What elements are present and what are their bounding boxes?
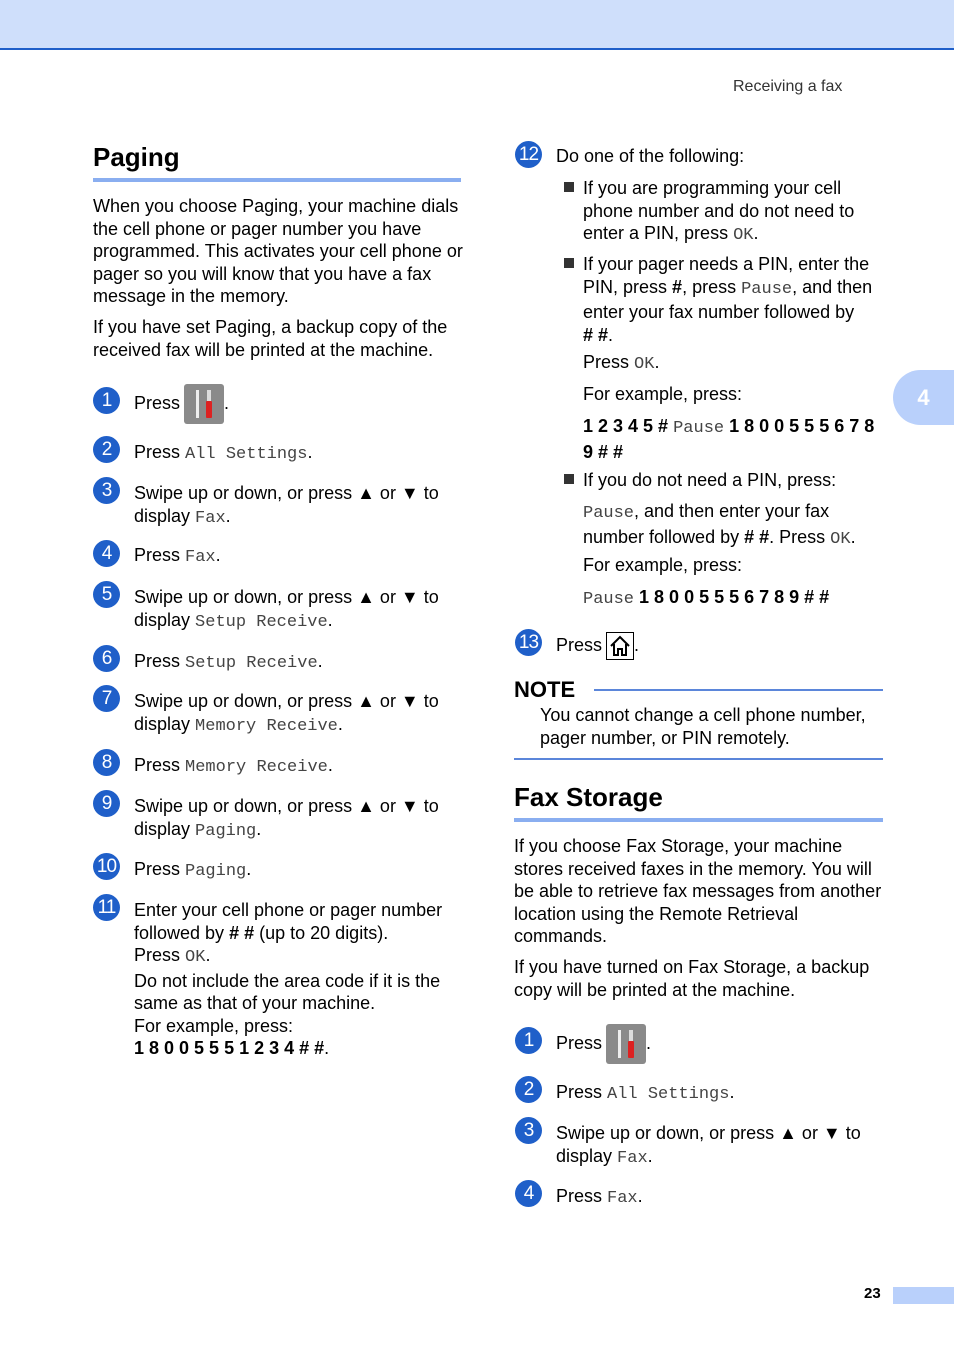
step-label: number followed by: [583, 526, 740, 547]
step-number: 2: [93, 436, 120, 463]
step-text: Press OK.: [583, 352, 660, 374]
lcd-button-label[interactable]: Fax: [607, 1189, 638, 1208]
fax-storage-heading-rule: [514, 818, 883, 822]
step-number: 10: [93, 853, 120, 880]
step-label: Press: [134, 945, 181, 965]
example-number: 1 8 0 0 5 5 5 6 7 8 9 # #: [639, 587, 830, 607]
step-label: Swipe up or down, or press ▲ or ▼ to: [556, 1123, 861, 1143]
step-label: Swipe up or down, or press ▲ or ▼ to: [134, 483, 439, 503]
step-label: Press: [134, 859, 181, 879]
step-label: followed by: [134, 922, 225, 943]
step-number: 4: [515, 1180, 542, 1207]
step-label: display: [134, 609, 191, 630]
step-label: , and then enter your fax: [634, 501, 830, 521]
step-label: Enter your cell phone or pager number: [134, 900, 443, 920]
hash-key: #: [672, 276, 683, 297]
step-label: Press: [134, 651, 181, 671]
step-text: For example, press:: [583, 384, 743, 404]
step-label: enter a PIN, press: [583, 223, 729, 243]
step-text: Do one of the following:: [556, 146, 745, 166]
home-icon[interactable]: [606, 632, 634, 660]
step-text: Swipe up or down, or press ▲ or ▼ to display Fax.: [134, 483, 439, 528]
step-number: 1: [93, 387, 120, 414]
step-text: For example, press:: [583, 555, 743, 575]
bullet-square: [564, 182, 574, 192]
lcd-button-label[interactable]: Fax: [185, 548, 216, 567]
bullet-square: [564, 258, 574, 268]
note-label: NOTE: [514, 677, 576, 702]
step-label: display: [134, 505, 191, 526]
step-number: 11: [93, 894, 120, 921]
step-text: Press Memory Receive.: [134, 755, 333, 777]
step-label: pager number, or PIN remotely.: [540, 727, 790, 748]
step-number: 7: [93, 685, 120, 712]
note-bottom-rule: [514, 758, 883, 760]
step-label: Press: [556, 1082, 603, 1102]
step-number: 9: [93, 790, 120, 817]
step-text: Press Setup Receive.: [134, 651, 323, 673]
lcd-button-label[interactable]: Setup Receive: [195, 612, 328, 632]
step-label: . Press: [769, 526, 826, 547]
step-label: Swipe up or down, or press ▲ or ▼ to: [134, 587, 439, 607]
step-text: Enter your cell phone or pager number followed by # # (up to 20 digits). Press OK. Do not include the area code if it is the same as that of your machine. For example, press: 1 8 0 0 5 5 5 1 2 3 4 # #.: [134, 900, 443, 1058]
bullet-text: If your pager needs a PIN, enter the PIN, press #, press Pause, and then enter your fax number followed by # #.: [583, 254, 873, 345]
step-label: For example, press:: [134, 1015, 294, 1036]
step-label: same as that of your machine.: [134, 993, 376, 1013]
lcd-button-label[interactable]: Pause: [583, 504, 635, 523]
step-number: 3: [515, 1117, 542, 1144]
example-sequence: [583, 415, 893, 463]
note-top-rule: [594, 689, 883, 691]
lcd-button-label[interactable]: OK: [185, 948, 206, 967]
step-label: Press: [134, 442, 181, 462]
paging-backup-note: If you have set Paging, a backup copy of the received fax will be printed at the machine.: [93, 317, 448, 360]
lcd-button-label[interactable]: Paging: [195, 821, 257, 841]
step-label: Press: [556, 634, 603, 655]
step-label: Press: [134, 545, 181, 565]
lcd-button-label[interactable]: Pause: [741, 279, 793, 299]
step-number: 1: [515, 1027, 542, 1054]
step-text: Press Fax.: [556, 1186, 643, 1208]
paging-heading-rule: [93, 178, 461, 182]
lcd-button-label[interactable]: Pause: [673, 419, 725, 438]
step-label: display: [134, 818, 191, 839]
step-label: display: [134, 713, 191, 734]
step-label: You cannot change a cell phone number,: [540, 705, 866, 725]
step-text: Press Fax.: [134, 545, 221, 567]
step-text: Swipe up or down, or press ▲ or ▼ to display Paging.: [134, 796, 439, 841]
step-label: , press: [682, 276, 737, 297]
hash-keys: # #: [744, 526, 770, 547]
step-text: Press Paging.: [134, 859, 252, 881]
lcd-button-label[interactable]: Memory Receive: [185, 758, 328, 777]
step-label: display: [556, 1145, 613, 1166]
step-number: 3: [93, 477, 120, 504]
chapter-tab: 4: [893, 370, 954, 425]
step-number: 12: [515, 141, 542, 168]
lcd-button-label[interactable]: All Settings: [185, 445, 308, 464]
step-label: Press: [134, 755, 181, 775]
step-label: Press: [583, 352, 630, 372]
running-header: Receiving a fax: [733, 78, 843, 95]
step-text: Swipe up or down, or press ▲ or ▼ to display Memory Receive.: [134, 691, 439, 736]
step-label: Press: [556, 1186, 603, 1206]
step-text: Swipe up or down, or press ▲ or ▼ to display Setup Receive.: [134, 587, 439, 632]
step-label: Do not include the area code if it is the: [134, 970, 441, 991]
paging-heading: Paging: [93, 142, 180, 172]
note-text: [540, 704, 866, 749]
step-text: Press All Settings.: [556, 1082, 735, 1104]
example-number: 1 8 0 0 5 5 5 1 2 3 4 # #: [134, 1038, 325, 1058]
step-label: PIN, press: [583, 276, 668, 297]
lcd-button-label[interactable]: OK: [830, 529, 851, 549]
lcd-button-label[interactable]: OK: [733, 226, 754, 245]
example-sequence: [583, 586, 829, 612]
settings-tool-icon[interactable]: [184, 384, 224, 424]
step-number: 8: [93, 749, 120, 776]
bullet-square: [564, 474, 574, 484]
step-label: Press: [556, 1032, 603, 1053]
fax-storage-backup-note: If you have turned on Fax Storage, a backup copy will be printed at the machine.: [514, 957, 870, 1000]
page-number-bar: [893, 1287, 954, 1304]
step-label: Press: [134, 392, 181, 413]
step-label: enter your fax number followed by: [583, 302, 855, 322]
step-number: 13: [515, 629, 542, 656]
fax-storage-intro: If you choose Fax Storage, your machine stores received faxes in the memory. You will be able to retrieve fax messages from another location using the Remote Retrieval commands.: [514, 836, 882, 946]
step-text: Pause, and then enter your fax number followed by # #. Press OK.: [583, 501, 856, 549]
bullet-text: If you do not need a PIN, press:: [583, 470, 837, 490]
example-number: 1 2 3 4 5 #: [583, 416, 669, 436]
step-text: Press .: [134, 384, 229, 424]
hash-keys: # #: [229, 922, 255, 943]
example-number: 1 8 0 0 5 5 5 6 7 8: [729, 416, 875, 436]
lcd-button-label[interactable]: Fax: [195, 508, 226, 528]
fax-storage-heading: Fax Storage: [514, 782, 663, 812]
lcd-button-label[interactable]: All Settings: [607, 1085, 730, 1104]
lcd-button-label[interactable]: Fax: [617, 1148, 648, 1168]
bullet-text: If you are programming your cell phone number and do not need to enter a PIN, press OK.: [583, 178, 855, 245]
step-label: , and then: [792, 276, 873, 297]
settings-tool-icon[interactable]: [606, 1024, 646, 1064]
step-number: 6: [93, 645, 120, 672]
step-label: phone number and do not need to: [583, 200, 855, 221]
step-text: Press All Settings.: [134, 442, 313, 464]
step-label: Swipe up or down, or press ▲ or ▼ to: [134, 796, 439, 816]
lcd-button-label[interactable]: Paging: [185, 862, 247, 881]
step-label: Swipe up or down, or press ▲ or ▼ to: [134, 691, 439, 711]
step-label: If your pager needs a PIN, enter the: [583, 254, 870, 274]
step-text: Press .: [556, 632, 639, 660]
lcd-button-label[interactable]: OK: [634, 355, 655, 374]
step-number: 4: [93, 540, 120, 567]
top-banner: [0, 0, 954, 50]
lcd-button-label[interactable]: Setup Receive: [185, 654, 318, 673]
paging-intro: When you choose Paging, your machine dials the cell phone or pager number you have programmed. This activates your cell phone or pager so you will know that you have a fax message in the memory.: [93, 196, 463, 306]
step-text: Press .: [556, 1024, 651, 1064]
step-text: Swipe up or down, or press ▲ or ▼ to display Fax.: [556, 1123, 861, 1168]
step-label: If you are programming your cell: [583, 178, 842, 198]
step-number: 2: [515, 1076, 542, 1103]
step-number: 5: [93, 581, 120, 608]
step-label: (up to 20 digits).: [259, 922, 389, 943]
lcd-button-label[interactable]: Memory Receive: [195, 716, 338, 736]
lcd-button-label[interactable]: Pause: [583, 590, 635, 609]
page-number: 23: [864, 1285, 881, 1302]
example-number: 9 # #: [583, 441, 624, 462]
hash-keys: # #: [583, 324, 609, 345]
